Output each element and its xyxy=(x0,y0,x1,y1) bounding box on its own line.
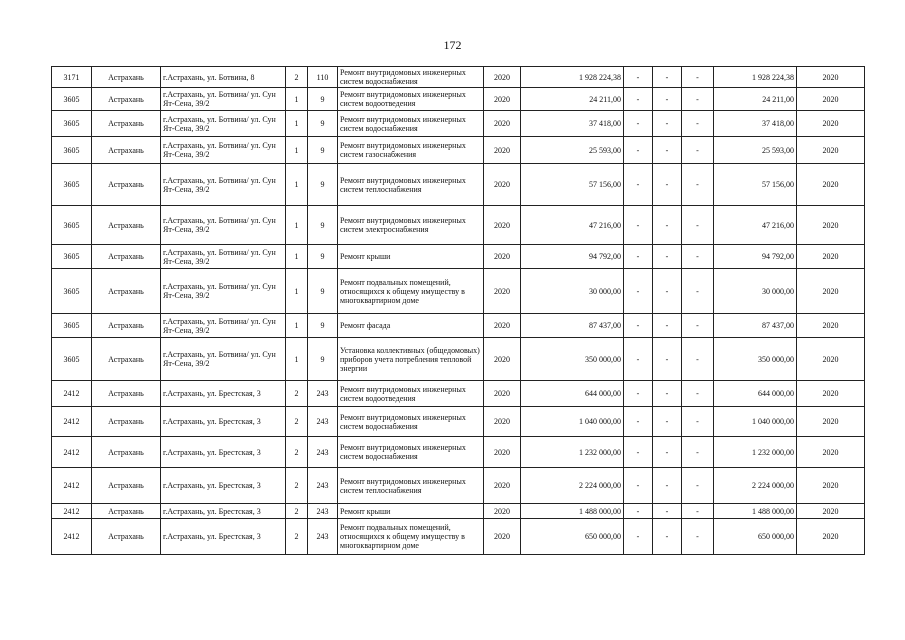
row-sum: 30 000,00 xyxy=(521,269,624,314)
row-city: Астрахань xyxy=(92,111,161,137)
row-year: 2020 xyxy=(484,67,521,88)
row-dash-1: - xyxy=(624,206,653,245)
table-row xyxy=(52,111,865,137)
row-sum: 1 488 000,00 xyxy=(521,504,624,519)
row-id: 3605 xyxy=(52,164,92,206)
row-address: г.Астрахань, ул. Ботвина/ ул. Сун Ят-Сена, 39/2 xyxy=(161,269,286,314)
row-end-year: 2020 xyxy=(797,468,865,504)
table-row xyxy=(52,314,865,338)
row-dash-3: - xyxy=(682,437,714,468)
row-year: 2020 xyxy=(484,407,521,437)
row-dash-3: - xyxy=(682,269,714,314)
row-address: г.Астрахань, ул. Брестская, 3 xyxy=(161,504,286,519)
row-dash-1: - xyxy=(624,407,653,437)
row-id: 3605 xyxy=(52,314,92,338)
table-row xyxy=(52,245,865,269)
row-end-year: 2020 xyxy=(797,504,865,519)
row-dash-1: - xyxy=(624,67,653,88)
row-col-a: 1 xyxy=(286,338,308,381)
row-end-year: 2020 xyxy=(797,519,865,555)
row-year: 2020 xyxy=(484,88,521,111)
row-dash-1: - xyxy=(624,269,653,314)
row-end-year: 2020 xyxy=(797,381,865,407)
row-dash-2: - xyxy=(653,437,682,468)
row-work-type: Ремонт внутридомовых инженерных систем водоснабжения xyxy=(338,111,484,137)
row-total: 37 418,00 xyxy=(714,111,797,137)
row-end-year: 2020 xyxy=(797,206,865,245)
row-city: Астрахань xyxy=(92,338,161,381)
row-work-type: Ремонт внутридомовых инженерных систем газоснабжения xyxy=(338,137,484,164)
table-row xyxy=(52,519,865,555)
row-sum: 1 040 000,00 xyxy=(521,407,624,437)
row-total: 1 040 000,00 xyxy=(714,407,797,437)
row-work-type: Ремонт внутридомовых инженерных систем водоотведения xyxy=(338,88,484,111)
row-id: 3605 xyxy=(52,88,92,111)
row-dash-1: - xyxy=(624,164,653,206)
row-total: 94 792,00 xyxy=(714,245,797,269)
row-end-year: 2020 xyxy=(797,245,865,269)
row-address: г.Астрахань, ул. Брестская, 3 xyxy=(161,381,286,407)
row-city: Астрахань xyxy=(92,245,161,269)
row-dash-2: - xyxy=(653,137,682,164)
row-dash-2: - xyxy=(653,88,682,111)
row-work-type: Ремонт внутридомовых инженерных систем водоснабжения xyxy=(338,437,484,468)
row-col-a: 1 xyxy=(286,269,308,314)
row-address: г.Астрахань, ул. Ботвина/ ул. Сун Ят-Сена, 39/2 xyxy=(161,314,286,338)
row-address: г.Астрахань, ул. Брестская, 3 xyxy=(161,519,286,555)
row-dash-3: - xyxy=(682,111,714,137)
row-year: 2020 xyxy=(484,111,521,137)
table-row xyxy=(52,407,865,437)
row-col-b: 243 xyxy=(308,407,338,437)
row-col-a: 2 xyxy=(286,468,308,504)
row-end-year: 2020 xyxy=(797,407,865,437)
row-address: г.Астрахань, ул. Ботвина/ ул. Сун Ят-Сена, 39/2 xyxy=(161,338,286,381)
row-city: Астрахань xyxy=(92,381,161,407)
row-dash-1: - xyxy=(624,137,653,164)
row-work-type: Ремонт фасада xyxy=(338,314,484,338)
row-id: 3605 xyxy=(52,269,92,314)
row-total: 1 928 224,38 xyxy=(714,67,797,88)
row-col-b: 243 xyxy=(308,504,338,519)
row-dash-3: - xyxy=(682,407,714,437)
row-total: 25 593,00 xyxy=(714,137,797,164)
row-year: 2020 xyxy=(484,437,521,468)
row-address: г.Астрахань, ул. Ботвина/ ул. Сун Ят-Сена, 39/2 xyxy=(161,164,286,206)
row-end-year: 2020 xyxy=(797,338,865,381)
row-id: 3605 xyxy=(52,338,92,381)
row-work-type: Ремонт подвальных помещений, относящихся к общему имуществу в многоквартирном доме xyxy=(338,519,484,555)
row-id: 3171 xyxy=(52,67,92,88)
row-city: Астрахань xyxy=(92,269,161,314)
row-dash-3: - xyxy=(682,314,714,338)
row-col-a: 1 xyxy=(286,314,308,338)
row-col-b: 9 xyxy=(308,245,338,269)
row-year: 2020 xyxy=(484,314,521,338)
row-work-type: Ремонт внутридомовых инженерных систем водоснабжения xyxy=(338,407,484,437)
row-dash-1: - xyxy=(624,245,653,269)
row-total: 57 156,00 xyxy=(714,164,797,206)
row-year: 2020 xyxy=(484,137,521,164)
row-total: 24 211,00 xyxy=(714,88,797,111)
row-total: 644 000,00 xyxy=(714,381,797,407)
row-dash-1: - xyxy=(624,111,653,137)
row-col-b: 243 xyxy=(308,519,338,555)
row-total: 1 488 000,00 xyxy=(714,504,797,519)
row-sum: 37 418,00 xyxy=(521,111,624,137)
row-col-a: 2 xyxy=(286,407,308,437)
row-sum: 650 000,00 xyxy=(521,519,624,555)
row-id: 3605 xyxy=(52,245,92,269)
row-total: 650 000,00 xyxy=(714,519,797,555)
row-dash-2: - xyxy=(653,164,682,206)
row-sum: 25 593,00 xyxy=(521,137,624,164)
row-dash-3: - xyxy=(682,245,714,269)
row-total: 47 216,00 xyxy=(714,206,797,245)
row-year: 2020 xyxy=(484,269,521,314)
row-year: 2020 xyxy=(484,468,521,504)
row-sum: 24 211,00 xyxy=(521,88,624,111)
row-col-b: 9 xyxy=(308,269,338,314)
row-id: 3605 xyxy=(52,111,92,137)
row-address: г.Астрахань, ул. Брестская, 3 xyxy=(161,407,286,437)
table-row xyxy=(52,269,865,314)
row-col-a: 2 xyxy=(286,519,308,555)
row-dash-2: - xyxy=(653,206,682,245)
row-total: 87 437,00 xyxy=(714,314,797,338)
row-col-a: 1 xyxy=(286,137,308,164)
row-col-a: 1 xyxy=(286,88,308,111)
table-row xyxy=(52,67,865,88)
row-col-b: 9 xyxy=(308,111,338,137)
row-work-type: Ремонт внутридомовых инженерных систем водоотведения xyxy=(338,381,484,407)
row-work-type: Ремонт внутридомовых инженерных систем водоснабжения xyxy=(338,67,484,88)
row-end-year: 2020 xyxy=(797,437,865,468)
row-city: Астрахань xyxy=(92,519,161,555)
row-col-b: 9 xyxy=(308,88,338,111)
row-dash-3: - xyxy=(682,504,714,519)
page-number: 172 xyxy=(443,38,462,52)
row-dash-3: - xyxy=(682,338,714,381)
row-dash-2: - xyxy=(653,111,682,137)
row-year: 2020 xyxy=(484,206,521,245)
row-total: 30 000,00 xyxy=(714,269,797,314)
row-col-b: 9 xyxy=(308,164,338,206)
row-address: г.Астрахань, ул. Ботвина/ ул. Сун Ят-Сена, 39/2 xyxy=(161,245,286,269)
row-year: 2020 xyxy=(484,381,521,407)
row-sum: 1 232 000,00 xyxy=(521,437,624,468)
table-row xyxy=(52,338,865,381)
row-address: г.Астрахань, ул. Брестская, 3 xyxy=(161,468,286,504)
row-end-year: 2020 xyxy=(797,164,865,206)
row-dash-1: - xyxy=(624,504,653,519)
row-col-a: 2 xyxy=(286,67,308,88)
row-dash-3: - xyxy=(682,206,714,245)
table-row xyxy=(52,468,865,504)
row-dash-2: - xyxy=(653,67,682,88)
row-col-a: 1 xyxy=(286,111,308,137)
row-address: г.Астрахань, ул. Брестская, 3 xyxy=(161,437,286,468)
row-work-type: Установка коллективных (общедомовых) приборов учета потребления тепловой энергии xyxy=(338,338,484,381)
row-sum: 644 000,00 xyxy=(521,381,624,407)
row-total: 350 000,00 xyxy=(714,338,797,381)
row-dash-3: - xyxy=(682,137,714,164)
row-end-year: 2020 xyxy=(797,88,865,111)
row-dash-3: - xyxy=(682,164,714,206)
row-work-type: Ремонт подвальных помещений, относящихся к общему имуществу в многоквартирном доме xyxy=(338,269,484,314)
row-col-a: 1 xyxy=(286,206,308,245)
row-year: 2020 xyxy=(484,519,521,555)
row-city: Астрахань xyxy=(92,88,161,111)
row-id: 3605 xyxy=(52,137,92,164)
row-year: 2020 xyxy=(484,338,521,381)
row-city: Астрахань xyxy=(92,314,161,338)
row-address: г.Астрахань, ул. Ботвина, 8 xyxy=(161,67,286,88)
row-dash-2: - xyxy=(653,245,682,269)
row-dash-1: - xyxy=(624,381,653,407)
row-city: Астрахань xyxy=(92,437,161,468)
row-city: Астрахань xyxy=(92,504,161,519)
row-end-year: 2020 xyxy=(797,111,865,137)
row-end-year: 2020 xyxy=(797,67,865,88)
row-col-a: 1 xyxy=(286,164,308,206)
row-id: 2412 xyxy=(52,519,92,555)
row-city: Астрахань xyxy=(92,468,161,504)
row-dash-3: - xyxy=(682,88,714,111)
row-sum: 1 928 224,38 xyxy=(521,67,624,88)
row-work-type: Ремонт крыши xyxy=(338,245,484,269)
table-row xyxy=(52,137,865,164)
row-dash-2: - xyxy=(653,519,682,555)
table-row xyxy=(52,206,865,245)
row-col-b: 243 xyxy=(308,437,338,468)
table-row xyxy=(52,437,865,468)
row-dash-3: - xyxy=(682,67,714,88)
row-city: Астрахань xyxy=(92,137,161,164)
table-row xyxy=(52,381,865,407)
row-city: Астрахань xyxy=(92,206,161,245)
row-id: 2412 xyxy=(52,407,92,437)
row-id: 3605 xyxy=(52,206,92,245)
row-year: 2020 xyxy=(484,164,521,206)
row-end-year: 2020 xyxy=(797,269,865,314)
row-id: 2412 xyxy=(52,437,92,468)
row-dash-1: - xyxy=(624,519,653,555)
row-total: 2 224 000,00 xyxy=(714,468,797,504)
row-work-type: Ремонт внутридомовых инженерных систем теплоснабжения xyxy=(338,468,484,504)
row-sum: 350 000,00 xyxy=(521,338,624,381)
row-dash-3: - xyxy=(682,468,714,504)
row-col-b: 9 xyxy=(308,314,338,338)
row-dash-2: - xyxy=(653,504,682,519)
row-dash-1: - xyxy=(624,88,653,111)
row-col-b: 243 xyxy=(308,468,338,504)
row-dash-2: - xyxy=(653,381,682,407)
row-col-a: 2 xyxy=(286,381,308,407)
table-row xyxy=(52,88,865,111)
row-col-b: 9 xyxy=(308,338,338,381)
row-dash-1: - xyxy=(624,468,653,504)
row-work-type: Ремонт внутридомовых инженерных систем электроснабжения xyxy=(338,206,484,245)
row-address: г.Астрахань, ул. Ботвина/ ул. Сун Ят-Сена, 39/2 xyxy=(161,206,286,245)
row-dash-1: - xyxy=(624,314,653,338)
row-total: 1 232 000,00 xyxy=(714,437,797,468)
row-end-year: 2020 xyxy=(797,137,865,164)
row-col-b: 9 xyxy=(308,206,338,245)
row-col-b: 110 xyxy=(308,67,338,88)
row-dash-3: - xyxy=(682,519,714,555)
row-sum: 2 224 000,00 xyxy=(521,468,624,504)
row-dash-3: - xyxy=(682,381,714,407)
row-address: г.Астрахань, ул. Ботвина/ ул. Сун Ят-Сена, 39/2 xyxy=(161,88,286,111)
row-id: 2412 xyxy=(52,504,92,519)
table-body xyxy=(52,67,865,555)
row-dash-1: - xyxy=(624,338,653,381)
row-work-type: Ремонт крыши xyxy=(338,504,484,519)
table-row xyxy=(52,504,865,519)
row-id: 2412 xyxy=(52,468,92,504)
row-sum: 47 216,00 xyxy=(521,206,624,245)
row-col-b: 9 xyxy=(308,137,338,164)
row-year: 2020 xyxy=(484,504,521,519)
row-city: Астрахань xyxy=(92,67,161,88)
row-id: 2412 xyxy=(52,381,92,407)
repair-program-table xyxy=(51,66,865,555)
row-dash-2: - xyxy=(653,269,682,314)
row-col-b: 243 xyxy=(308,381,338,407)
row-sum: 57 156,00 xyxy=(521,164,624,206)
row-dash-2: - xyxy=(653,338,682,381)
row-col-a: 2 xyxy=(286,437,308,468)
row-address: г.Астрахань, ул. Ботвина/ ул. Сун Ят-Сена, 39/2 xyxy=(161,111,286,137)
row-city: Астрахань xyxy=(92,164,161,206)
row-col-a: 2 xyxy=(286,504,308,519)
row-col-a: 1 xyxy=(286,245,308,269)
row-year: 2020 xyxy=(484,245,521,269)
row-end-year: 2020 xyxy=(797,314,865,338)
table-row xyxy=(52,164,865,206)
row-dash-2: - xyxy=(653,407,682,437)
row-city: Астрахань xyxy=(92,407,161,437)
row-work-type: Ремонт внутридомовых инженерных систем теплоснабжения xyxy=(338,164,484,206)
row-sum: 87 437,00 xyxy=(521,314,624,338)
row-dash-2: - xyxy=(653,468,682,504)
row-address: г.Астрахань, ул. Ботвина/ ул. Сун Ят-Сена, 39/2 xyxy=(161,137,286,164)
row-dash-1: - xyxy=(624,437,653,468)
row-sum: 94 792,00 xyxy=(521,245,624,269)
row-dash-2: - xyxy=(653,314,682,338)
